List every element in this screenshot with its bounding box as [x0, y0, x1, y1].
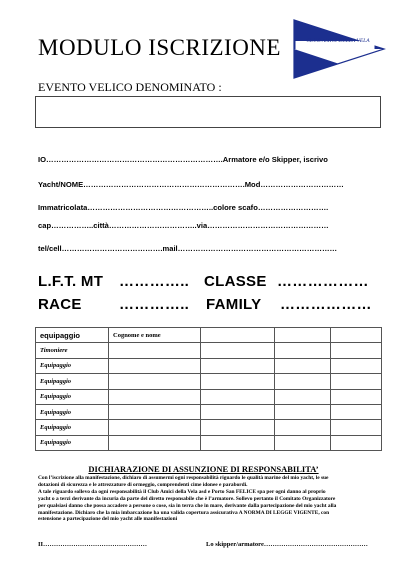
crew-cell[interactable]: [331, 404, 382, 419]
table-row: [36, 358, 382, 373]
crew-cell[interactable]: [275, 374, 331, 389]
crew-cell[interactable]: [275, 435, 331, 450]
event-label: EVENTO VELICO DENOMINATO :: [38, 80, 222, 94]
yacht-name-line[interactable]: Yacht/NOME……………………………………………………….Mod……………………………: [38, 180, 344, 189]
crew-cell[interactable]: [331, 358, 382, 373]
race-label: RACE: [38, 296, 82, 313]
crew-cell[interactable]: [109, 435, 201, 450]
crew-role: Equipaggio: [36, 389, 109, 404]
table-row: [36, 343, 382, 358]
crew-header-cell: [275, 328, 331, 343]
signature-skipper[interactable]: Lo skipper/armatore…………………………………………: [206, 541, 368, 548]
table-row: [36, 435, 382, 450]
crew-cell[interactable]: [331, 374, 382, 389]
crew-cell[interactable]: [275, 389, 331, 404]
crew-role: Equipaggio: [36, 358, 109, 373]
address-line[interactable]: cap……………..città……………………………..via…………………………………………: [38, 221, 329, 230]
declaration-line: Con l’iscrizione alla manifestazione, dichiaro di assumermi ogni responsabilità riguardo le qualità marine del mio yacht, le sue: [38, 475, 329, 481]
crew-table-header: [36, 328, 382, 343]
declaration-title: DICHIARAZIONE DI ASSUNZIONE DI RESPONSABILITA’: [88, 464, 319, 474]
page-title: MODULO ISCRIZIONE: [38, 35, 281, 60]
crew-cell[interactable]: [109, 358, 201, 373]
lft-field[interactable]: …………..: [119, 273, 190, 290]
crew-header-role: equipaggio: [36, 328, 109, 343]
classe-field[interactable]: ………………: [277, 273, 369, 290]
crew-cell[interactable]: [275, 420, 331, 435]
declaration-line: estensione a partecipazione del mio yacht alle manifestazioni: [38, 516, 178, 523]
crew-cell[interactable]: [201, 404, 275, 419]
event-name-field[interactable]: [35, 96, 381, 128]
crew-header-cell: [331, 328, 382, 343]
crew-cell[interactable]: [201, 343, 275, 358]
owner-line[interactable]: IO…………………………………………………………….Armatore e/o Skipper, iscrivo: [38, 155, 328, 164]
crew-cell[interactable]: [331, 389, 382, 404]
crew-cell[interactable]: [201, 374, 275, 389]
registration-line[interactable]: Immatricolata…………………………………………..colore scafo……………………….: [38, 203, 329, 212]
lft-label: L.F.T. MT: [38, 273, 104, 290]
crew-cell[interactable]: [109, 343, 201, 358]
table-row: [36, 389, 382, 404]
club-burgee-logo: [288, 14, 388, 82]
club-logo-text: CLUB AMICI DELLA VELA: [306, 38, 370, 44]
declaration-body: [38, 475, 383, 523]
crew-cell[interactable]: [109, 374, 201, 389]
table-row: [36, 374, 382, 389]
crew-role: Equipaggio: [36, 435, 109, 450]
crew-header-name: Cognome e nome: [109, 328, 201, 343]
declaration-line: manifestazione. Dichiaro che la mia imbarcazione ha una valida copertura assicurativa A NORMA DI LEGGE VIGENTE, con: [38, 509, 330, 516]
classe-label: CLASSE: [204, 273, 267, 290]
race-field[interactable]: …………..: [119, 296, 190, 313]
table-row: [36, 420, 382, 435]
crew-cell[interactable]: [331, 435, 382, 450]
crew-role: Timoniere: [36, 343, 109, 358]
signature-left[interactable]: II…………………………………………: [38, 541, 148, 548]
declaration-line: dotazioni di sicurezza e le attrezzature di ormeggio, comprendenti cime idonee e parabordi.: [38, 481, 248, 488]
crew-cell[interactable]: [331, 343, 382, 358]
crew-cell[interactable]: [275, 358, 331, 373]
family-label: FAMILY: [206, 296, 262, 313]
crew-cell[interactable]: [201, 389, 275, 404]
crew-role: Equipaggio: [36, 404, 109, 419]
declaration-line: per qualsiasi danno che possa accadere a persone o cose, sia in terra che in mare, derivante dalla partecipazione del mio yacht alla: [38, 502, 337, 509]
declaration-line: A tale riguardo sollevo da ogni responsabilità il Club Amici della Vela asd e Porto San FELICE spa per ogni danno al proprio: [38, 488, 326, 495]
declaration-line: yacht o a terzi derivante da incuria da parte del diretto responsabile che è l’armatore. Sollevo pertanto il Comitato Organizzatore: [38, 495, 336, 502]
crew-cell[interactable]: [201, 420, 275, 435]
crew-role: Equipaggio: [36, 420, 109, 435]
table-row: [36, 404, 382, 419]
crew-cell[interactable]: [109, 404, 201, 419]
crew-cell[interactable]: [109, 420, 201, 435]
crew-table: [35, 327, 382, 451]
family-field[interactable]: ………………: [280, 296, 372, 313]
contact-line[interactable]: tel/cell………………………………….mail………………………………………………………: [38, 244, 338, 253]
crew-header-cell: [201, 328, 275, 343]
crew-cell[interactable]: [275, 404, 331, 419]
crew-cell[interactable]: [331, 420, 382, 435]
crew-cell[interactable]: [201, 358, 275, 373]
crew-cell[interactable]: [109, 389, 201, 404]
crew-cell[interactable]: [201, 435, 275, 450]
crew-role: Equipaggio: [36, 374, 109, 389]
crew-cell[interactable]: [275, 343, 331, 358]
